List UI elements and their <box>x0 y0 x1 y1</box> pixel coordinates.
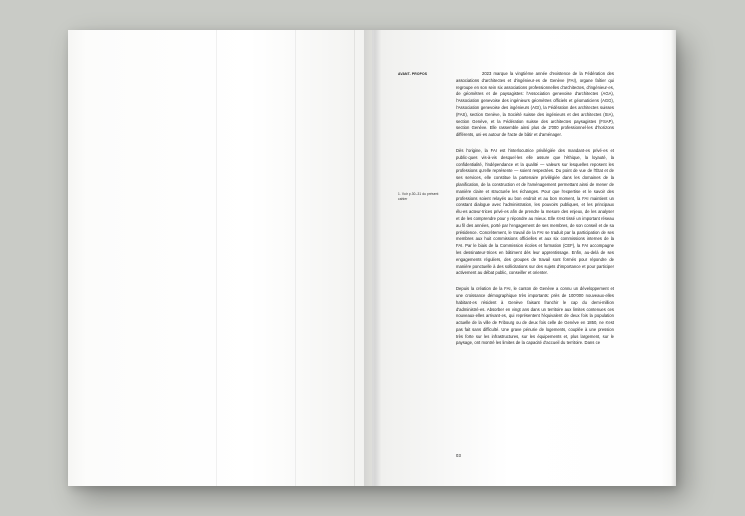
margin-note: 1. Voir p.30–31 du présent cahier <box>398 192 439 201</box>
book-spread <box>68 30 676 486</box>
page-right <box>372 30 676 486</box>
page-crease <box>295 30 296 486</box>
page-right-content <box>398 64 648 466</box>
page-crease <box>354 30 355 486</box>
paragraph: 2023 marque la vingtième année d'existence de la Fédération des associations d'architectes et d'ingénieur·es de Genève (FAI), organe faîtier qui regroupe en son sein six associations professionnelles d'architectes, d'ingénieur·es, de géomètres et de paysagistes: l'Association genevoise d'architectes (AGA), l'Association genevoise des ingénieurs géomètres officiels et géomaticiens (AGG), l'Association genevoise des ingénieurs (AGI), la Fédération des architectes suisses (FAS), section Genève, la Société suisse des ingénieurs et des architectes (SIA), section Genève, et la Fédération suisse des architectes paysagistes (FSAP), section Genève. Elle rassemble ainsi plus de 2'000 professionnel·les d'horizons différents, uni·es autour de l'acte de bâtir et d'aménager. <box>456 71 614 138</box>
paragraph: Depuis la création de la FAI, le canton de Genève a connu un développement et une croissance démographique très importants: près de 100'000 nouveaux·elles habitant·es résident à Genève faisant franchir le cap du demi-million d'administré·es. Absorber en vingt ans dans un territoire aux limites contenues ces nouveaux·elles arrivant·es, qui représentent l'équivalent de deux fois la population actuelle de la ville de Fribourg ou de deux fois celle de Genève en 1850, ne s'est pas fait sans difficulté. Une grave pénurie de logements, couplée à une pression très forte sur les infrastructures, sur les équipements et, plus largement, sur le paysage, ont montré les limites de la capacité d'accueil du territoire. Dans ce <box>456 286 614 346</box>
body-text-column <box>456 71 614 356</box>
page-crease <box>216 30 217 486</box>
paragraph: Dès l'origine, la FAI est l'interlocutrice privilégiée des mandant·es privé·es et public·ques vis-à-vis desquel·les elle assure que l'éthique, la loyauté, la confidentialité, l'indépendance et la qualité — valeurs sur lesquelles reposent les professions qu'elle représente — soient respectées. Du point de vue de l'État et de ses services, elle constitue la partenaire privilégiée dans les domaines de la planification, de la construction et de l'aménagement permettant ainsi de mener de manière claire et structurée les échanges. Pour que l'expertise et le savoir des professions soient relayés au bon endroit et au bon moment, la FAI maintient un constant dialogue avec l'administration, les pouvoirs publiques, et les principaux élu·es acteur·trices privé·es afin de prendre la mesure des enjeux, de les analyser et de les comprendre pour y répondre au mieux. Elle s'est tissé un important réseau au fil des années, porté par l'engagement de ses membres, de son conseil et de sa présidence. Concrètement, le travail de la FAI se traduit par la participation de ses membres aux huit commissions officielles et aux six commissions internes de la FAI. Par le biais de la Commission écoles et formation (CEF), la FAI accompagne les dessinateur·trices en bâtiment dès leur apprentissage. Enfin, au-delà de ses engagements réguliers, des groupes de travail sont formés pour répondre de manière ponctuelle à des sollicitations sur des sujets d'importance et pour participer activement au débat public, conseiller et orienter. <box>456 147 614 276</box>
page-edge-shadow <box>671 30 676 486</box>
section-label: AVANT- PROPOS <box>398 72 428 76</box>
page-left <box>68 30 372 486</box>
page-number: 03 <box>456 453 462 458</box>
